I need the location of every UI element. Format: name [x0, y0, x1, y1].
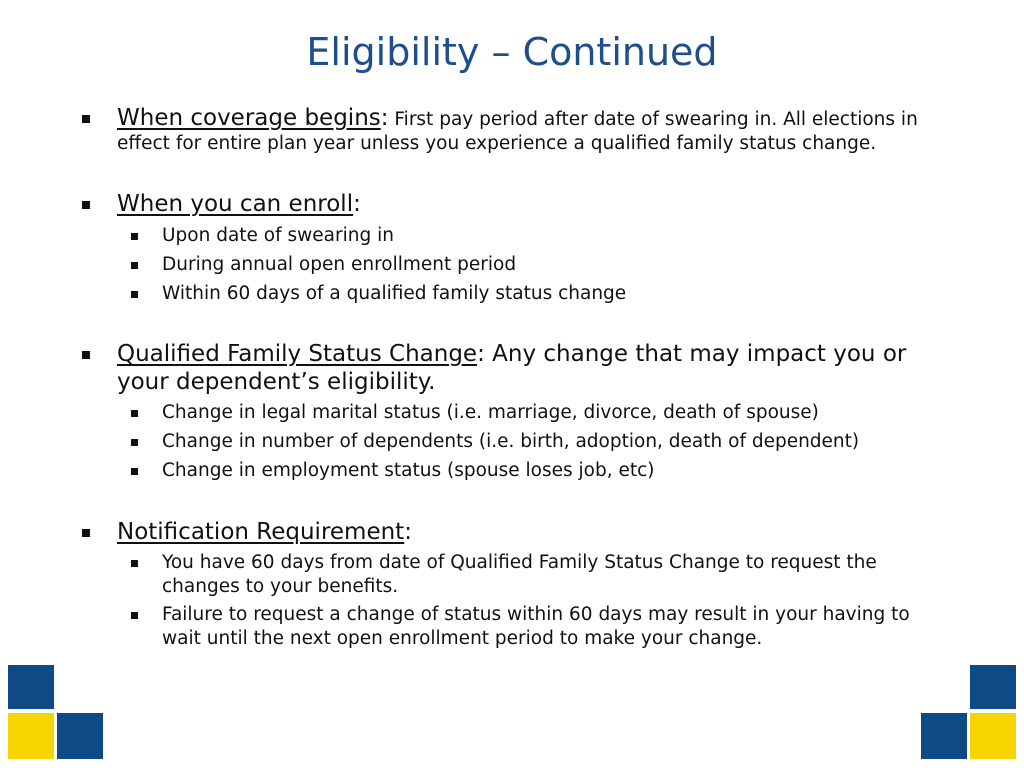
sub-bullet-square-icon	[131, 233, 138, 240]
section-coverage-begins	[117, 105, 918, 131]
bullet-square-icon	[82, 529, 90, 537]
section-separator: :	[380, 105, 389, 131]
section-text: First pay period after date of swearing in. All elections in	[388, 109, 918, 130]
corner-square-blue	[57, 713, 103, 759]
section-separator: :	[477, 341, 485, 367]
list-item: Failure to request a change of status within 60 days may result in your having to	[162, 604, 910, 625]
bullet-square-icon	[82, 115, 90, 123]
sub-bullet-square-icon	[131, 468, 138, 475]
list-item: During annual open enrollment period	[162, 254, 517, 275]
sub-bullet-square-icon	[131, 291, 138, 298]
bullet-square-icon	[82, 201, 90, 209]
section-qualified-change	[117, 341, 906, 367]
section-text-continued: your dependent’s eligibility.	[117, 369, 436, 395]
list-item: Upon date of swearing in	[162, 225, 394, 246]
sub-bullet-square-icon	[131, 560, 138, 567]
section-label: Notification Requirement	[117, 519, 405, 545]
corner-square-blue	[8, 665, 54, 709]
list-item: Within 60 days of a qualified family status change	[162, 283, 627, 304]
section-when-enroll	[117, 191, 361, 217]
list-item: Change in number of dependents (i.e. birth, adoption, death of dependent)	[162, 431, 860, 452]
section-label: When you can enroll	[117, 191, 354, 217]
sub-bullet-square-icon	[131, 439, 138, 446]
section-text: Any change that may impact you or	[484, 341, 907, 367]
corner-square-yellow	[970, 713, 1016, 759]
corner-square-blue	[921, 713, 967, 759]
slide-title: Eligibility – Continued	[306, 30, 718, 74]
section-label: When coverage begins	[117, 105, 381, 131]
sub-bullet-square-icon	[131, 410, 138, 417]
list-item-continued: changes to your benefits.	[162, 576, 399, 597]
section-text-continued: effect for entire plan year unless you experience a qualified family status change.	[117, 133, 877, 154]
section-label: Qualified Family Status Change	[117, 341, 478, 367]
section-separator: :	[404, 519, 412, 545]
list-item: Change in legal marital status (i.e. marriage, divorce, death of spouse)	[162, 402, 819, 423]
list-item: You have 60 days from date of Qualified Family Status Change to request the	[162, 552, 877, 573]
section-notification	[117, 519, 412, 545]
list-item-continued: wait until the next open enrollment period to make your change.	[162, 628, 763, 649]
sub-bullet-square-icon	[131, 612, 138, 619]
corner-square-blue	[970, 665, 1016, 709]
list-item: Change in employment status (spouse loses job, etc)	[162, 460, 655, 481]
corner-square-yellow	[8, 713, 54, 759]
sub-bullet-square-icon	[131, 262, 138, 269]
bullet-square-icon	[82, 351, 90, 359]
section-separator: :	[353, 191, 361, 217]
